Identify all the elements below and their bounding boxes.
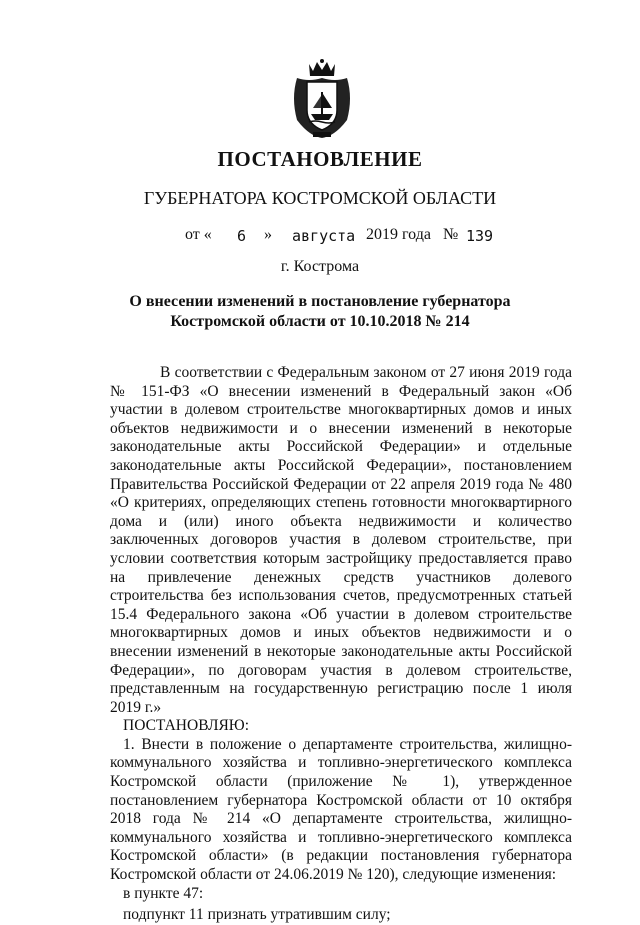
preamble-paragraph: В соответствии с Федеральным законом от 27 июня 2019 года № 151-ФЗ «О внесении изменений в Федеральный закон «Об участии в долевом строительстве многоквартирных домов и иных объектов недвижимости и о внесении изменений в некоторые законодательные акты Российской Федерации» и отдельные законодательные акты Российской Федерации», постановлением Правительства Российской Федерации от 22 апреля 2019 года № 480 «О критериях, определяющих степень готовности многоквартирного дома и (или) иного объекта недвижимости и количество заключенных договоров участия в долевом строительстве, при условии соответствия которым застройщику предоставляется право на привлечение денежных средств участников долевого строительства без использования счетов, предусмотренных статьей 15.4 Федерального закона «Об участии в долевом строительстве многоквартирных домов и иных объектов недвижимости и о внесении изменений в некоторые законодательные акты Российской Федерации», по договорам участия в долевом строительстве, представленным на государственную регистрацию после 1 июля 2019 г.»	[110, 364, 572, 716]
date-month: августа	[292, 227, 356, 245]
subpoint-11-line: подпункт 11 признать утратившим силу;	[123, 906, 391, 924]
decree-word: ПОСТАНОВЛЯЮ:	[123, 717, 250, 735]
item-1-paragraph: 1. Внести в положение о департаменте строительства, жилищно-коммунального хозяйства и топливно-энергетического комплекса Костромской области (приложение № 1), утвержденное постановлением губернатора Костромской области от 10 октября 2018 года № 214 «О департаменте строительства, жилищно-коммунального хозяйства и топливно-энергетического комплекса Костромской области» (в редакции постановления губернатора Костромской области от 24.06.2019 № 120), следующие изменения:	[110, 735, 572, 884]
number-sign: №	[443, 226, 459, 243]
subject-heading	[0, 292, 640, 332]
kostroma-coat-of-arms-icon	[287, 58, 357, 140]
date-day: 6	[237, 227, 247, 245]
date-prefix: от «	[185, 226, 212, 243]
document-number: 139	[466, 227, 494, 245]
date-year: 2019 года	[366, 226, 431, 243]
date-quote-close: »	[264, 226, 272, 243]
city-line: г. Кострома	[280, 258, 360, 275]
issuer-line: ГУБЕРНАТОРА КОСТРОМСКОЙ ОБЛАСТИ	[143, 188, 497, 208]
date-number-line	[0, 226, 640, 248]
subject-line-1: О внесении изменений в постановление губернатора	[129, 293, 511, 310]
document-title: ПОСТАНОВЛЕНИЕ	[217, 147, 423, 171]
subject-line-2: Костромской области от 10.10.2018 № 214	[170, 313, 470, 330]
point-47-line: в пункте 47:	[123, 884, 204, 902]
document-body	[110, 364, 572, 925]
